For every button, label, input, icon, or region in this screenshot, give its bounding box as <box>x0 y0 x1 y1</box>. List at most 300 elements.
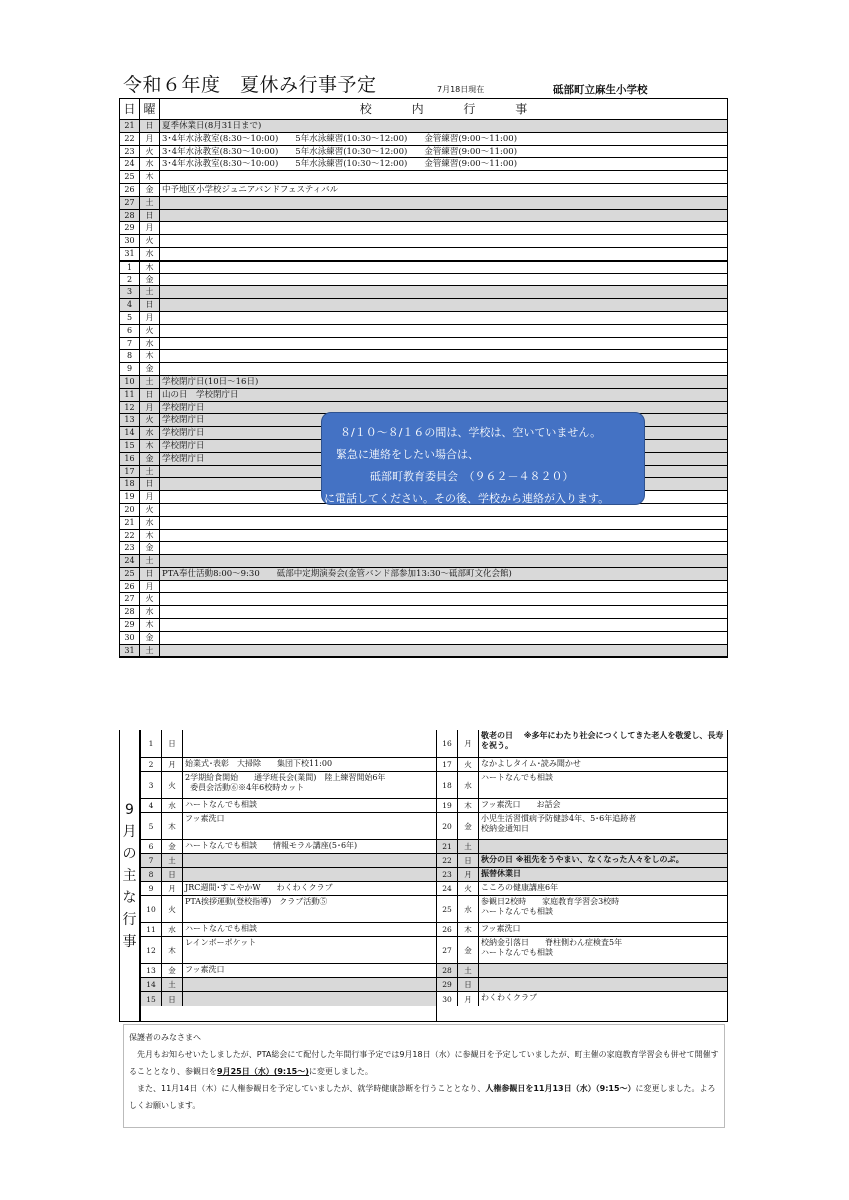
table-row <box>120 197 727 210</box>
day-cell: 20 <box>437 813 458 839</box>
weekday-cell: 水 <box>458 896 479 922</box>
event-cell: 振替休業日 <box>481 869 521 878</box>
event-cell: ハートなんでも相談 <box>185 924 257 933</box>
event-cell <box>160 555 727 567</box>
day-cell: 27 <box>437 937 458 963</box>
weekday-cell: 火 <box>140 504 160 516</box>
weekday-cell: 金 <box>140 274 160 286</box>
table-row <box>141 992 436 1006</box>
memo-paragraph-2 <box>129 1080 719 1114</box>
weekday-cell: 日 <box>458 978 479 991</box>
weekday-cell: 金 <box>140 363 160 375</box>
weekday-cell: 月 <box>162 758 183 771</box>
day-cell: 29 <box>120 619 140 631</box>
memo-text: 先月もお知らせいたしましたが、PTA総会にて配付した年間行事予定では9月18日（水）に参観日を予定していましたが、町主催の家庭教育学習会も併せて開催することとなり、参観日を <box>129 1050 719 1076</box>
september-label-char: の <box>122 845 137 862</box>
day-cell: 13 <box>141 964 162 977</box>
event-cell: レインボーポケット <box>185 938 257 947</box>
table-row <box>120 530 727 543</box>
day-cell: 21 <box>120 517 140 529</box>
event-cell: 学校閉庁日 <box>162 402 205 413</box>
day-cell: 11 <box>120 389 140 401</box>
event-cell: 山の日 学校閉庁日 <box>162 389 239 400</box>
memo-text: に変更しました。よろしくお願いします。 <box>129 1084 716 1110</box>
day-cell: 26 <box>120 184 140 196</box>
table-row <box>437 813 727 840</box>
page-title: 令和６年度 夏休み行事予定 <box>123 74 377 96</box>
weekday-cell: 火 <box>162 772 183 798</box>
weekday-cell: 木 <box>458 799 479 812</box>
day-cell: 14 <box>120 427 140 439</box>
day-cell: 21 <box>437 840 458 853</box>
event-cell <box>160 312 727 324</box>
day-cell: 1 <box>141 730 162 757</box>
table-row <box>141 964 436 978</box>
weekday-cell: 火 <box>458 758 479 771</box>
table-row <box>141 813 436 840</box>
event-cell <box>160 222 727 234</box>
weekday-cell: 水 <box>140 158 160 170</box>
weekday-cell: 月 <box>458 992 479 1006</box>
day-cell: 5 <box>141 813 162 839</box>
header-char: 校 <box>359 102 372 116</box>
weekday-cell: 金 <box>162 964 183 977</box>
weekday-cell: 木 <box>140 350 160 362</box>
table-row <box>437 772 727 799</box>
day-cell: 31 <box>120 645 140 657</box>
weekday-cell: 日 <box>140 120 160 132</box>
weekday-cell: 月 <box>140 133 160 145</box>
day-cell: 30 <box>437 992 458 1006</box>
weekday-cell: 月 <box>140 402 160 414</box>
table-row <box>120 581 727 594</box>
weekday-cell: 土 <box>140 286 160 298</box>
weekday-cell: 月 <box>140 222 160 234</box>
day-cell: 28 <box>120 210 140 222</box>
event-cell <box>160 581 727 593</box>
weekday-cell: 火 <box>162 896 183 922</box>
day-cell: 25 <box>120 171 140 183</box>
event-cell <box>160 606 727 618</box>
table-row <box>437 840 727 854</box>
day-cell: 7 <box>120 338 140 350</box>
event-cell: わくわくクラブ <box>481 993 537 1002</box>
weekday-cell: 金 <box>140 632 160 644</box>
weekday-cell: 木 <box>140 440 160 452</box>
weekday-cell: 土 <box>140 555 160 567</box>
event-cell: JRC週間･すこやかW わくわくクラブ <box>185 883 333 892</box>
day-cell: 17 <box>120 466 140 478</box>
weekday-cell: 水 <box>140 248 160 260</box>
september-right-column <box>437 730 727 1021</box>
table-row <box>141 937 436 964</box>
parent-memo <box>123 1024 725 1128</box>
weekday-cell: 火 <box>140 146 160 158</box>
day-rows <box>120 120 727 657</box>
day-cell: 8 <box>120 350 140 362</box>
table-row <box>120 248 727 261</box>
event-cell: 3･4年水泳教室(8:30～10:00) 5年水泳練習(10:30～12:00) 金管練習(9:00～11:00) <box>162 159 518 170</box>
event-cell: 小児生活習慣病予防健診4年、5･6年追跡者 校納金通知日 <box>481 814 637 833</box>
header-day: 日 <box>120 99 140 119</box>
september-events <box>119 730 728 1022</box>
event-cell: PTA挨拶運動(登校指導) クラブ活動⑤ <box>185 897 328 906</box>
day-cell: 1 <box>120 262 140 273</box>
header-events <box>160 99 727 119</box>
weekday-cell: 日 <box>458 854 479 867</box>
event-cell: フッ素洗口 <box>185 965 225 974</box>
day-cell: 5 <box>120 312 140 324</box>
notice-line: 緊急に連絡をしたい場合は、 <box>336 448 479 461</box>
september-label-char: 主 <box>122 867 137 884</box>
weekday-cell: 木 <box>140 171 160 183</box>
weekday-cell: 月 <box>458 868 479 881</box>
day-cell: 30 <box>120 632 140 644</box>
table-row <box>120 286 727 299</box>
day-cell: 9 <box>141 882 162 895</box>
day-cell: 27 <box>120 197 140 209</box>
table-row <box>120 133 727 146</box>
day-cell: 10 <box>141 896 162 922</box>
event-cell <box>160 171 727 183</box>
table-row <box>141 978 436 992</box>
weekday-cell: 火 <box>140 414 160 426</box>
weekday-cell: 土 <box>458 840 479 853</box>
weekday-cell: 土 <box>458 964 479 977</box>
header-char: 行 <box>463 102 476 116</box>
weekday-cell: 日 <box>140 299 160 311</box>
event-cell <box>183 978 436 991</box>
table-row <box>120 568 727 581</box>
table-row <box>437 978 727 992</box>
day-cell: 26 <box>120 581 140 593</box>
event-cell: 3･4年水泳教室(8:30～10:00) 5年水泳練習(10:30～12:00) 金管練習(9:00～11:00) <box>162 146 518 157</box>
notice-line: に電話してください。その後、学校から連絡が入ります。 <box>324 492 610 505</box>
event-cell <box>160 363 727 375</box>
header-char: 内 <box>411 102 424 116</box>
day-cell: 23 <box>120 146 140 158</box>
weekday-cell: 日 <box>162 730 183 757</box>
day-cell: 20 <box>120 504 140 516</box>
event-cell: ハートなんでも相談 <box>481 773 553 782</box>
weekday-cell: 月 <box>140 491 160 503</box>
event-cell <box>160 248 727 260</box>
table-row <box>120 350 727 363</box>
weekday-cell: 土 <box>162 854 183 867</box>
day-cell: 17 <box>437 758 458 771</box>
weekday-cell: 金 <box>458 937 479 963</box>
day-cell: 16 <box>120 453 140 465</box>
event-cell <box>160 593 727 605</box>
event-cell: 中予地区小学校ジュニアバンドフェスティバル <box>162 184 339 195</box>
weekday-cell: 日 <box>162 868 183 881</box>
weekday-cell: 金 <box>162 840 183 853</box>
memo-greeting: 保護者のみなさまへ <box>129 1033 201 1042</box>
day-cell: 23 <box>120 542 140 554</box>
day-cell: 16 <box>437 730 458 757</box>
table-row <box>141 799 436 813</box>
event-cell <box>479 840 727 853</box>
weekday-cell: 火 <box>458 882 479 895</box>
day-cell: 21 <box>120 120 140 132</box>
day-cell: 23 <box>437 868 458 881</box>
weekday-cell: 日 <box>140 389 160 401</box>
day-cell: 3 <box>120 286 140 298</box>
weekday-cell: 金 <box>140 184 160 196</box>
event-cell <box>160 299 727 311</box>
weekday-cell: 木 <box>140 619 160 631</box>
table-row <box>120 555 727 568</box>
table-row <box>437 868 727 882</box>
day-cell: 29 <box>437 978 458 991</box>
day-cell: 28 <box>120 606 140 618</box>
day-cell: 27 <box>120 593 140 605</box>
table-row <box>141 758 436 772</box>
weekday-cell: 日 <box>140 210 160 222</box>
weekday-cell: 月 <box>140 312 160 324</box>
day-cell: 8 <box>141 868 162 881</box>
day-cell: 19 <box>437 799 458 812</box>
event-cell: 始業式･表彰 大掃除 集団下校11:00 <box>185 759 333 768</box>
table-row <box>120 184 727 197</box>
event-cell <box>160 274 727 286</box>
event-cell: ハートなんでも相談 情報モラル講座(5･6年) <box>185 841 358 850</box>
table-row <box>141 772 436 799</box>
notice-line: ８/１０～８/１６の間は、学校は、空いていません。 <box>340 426 602 439</box>
day-cell: 18 <box>120 478 140 490</box>
day-cell: 18 <box>437 772 458 798</box>
event-cell <box>160 325 727 337</box>
table-row <box>120 235 727 248</box>
event-cell <box>160 542 727 554</box>
table-row <box>120 606 727 619</box>
table-row <box>141 896 436 923</box>
day-cell: 28 <box>437 964 458 977</box>
event-cell: 夏季休業日(8月31日まで) <box>162 121 262 131</box>
table-row <box>120 338 727 351</box>
event-cell <box>160 262 727 273</box>
table-row <box>437 992 727 1006</box>
event-cell <box>160 210 727 222</box>
event-cell: 3･4年水泳教室(8:30～10:00) 5年水泳練習(10:30～12:00) 金管練習(9:00～11:00) <box>162 133 518 144</box>
weekday-cell: 土 <box>140 376 160 388</box>
day-cell: 19 <box>120 491 140 503</box>
table-row <box>437 896 727 923</box>
table-row <box>437 923 727 937</box>
event-cell <box>160 619 727 631</box>
school-name: 砥部町立麻生小学校 <box>553 84 648 96</box>
day-cell: 15 <box>120 440 140 452</box>
table-row <box>120 325 727 338</box>
day-cell: 12 <box>141 937 162 963</box>
header-weekday: 曜 <box>140 99 160 119</box>
event-cell <box>160 197 727 209</box>
day-cell: 4 <box>120 299 140 311</box>
day-cell: 25 <box>120 568 140 580</box>
day-cell: 22 <box>120 530 140 542</box>
weekday-cell: 木 <box>458 923 479 936</box>
event-cell <box>183 730 436 757</box>
event-cell <box>160 235 727 247</box>
table-row <box>120 261 727 274</box>
day-cell: 26 <box>437 923 458 936</box>
weekday-cell: 火 <box>140 235 160 247</box>
event-cell <box>160 286 727 298</box>
memo-text: また、11月14日（木）に人権参観日を予定していましたが、就学時健康診断を行うこととなり、 <box>129 1084 486 1093</box>
event-cell <box>160 338 727 350</box>
event-cell: 学校閉庁日(10日～16日) <box>162 376 259 387</box>
memo-paragraph-1 <box>129 1046 719 1080</box>
table-row <box>141 923 436 937</box>
weekday-cell: 水 <box>458 772 479 798</box>
september-label-char: 月 <box>122 823 137 840</box>
table-row <box>437 964 727 978</box>
table-row <box>120 299 727 312</box>
day-cell: 7 <box>141 854 162 867</box>
table-row <box>120 158 727 171</box>
table-row <box>120 542 727 555</box>
day-cell: 6 <box>141 840 162 853</box>
september-label <box>120 730 140 1021</box>
table-row <box>120 517 727 530</box>
weekday-cell: 木 <box>162 937 183 963</box>
table-row <box>141 882 436 896</box>
weekday-cell: 木 <box>162 813 183 839</box>
weekday-cell: 金 <box>140 453 160 465</box>
event-cell <box>183 992 436 1006</box>
memo-text: に変更しました。 <box>308 1067 373 1076</box>
summer-schedule-table <box>119 98 728 658</box>
september-label-char: 9 <box>125 801 134 818</box>
table-row <box>120 222 727 235</box>
table-header <box>120 99 727 120</box>
september-label-char: 事 <box>122 933 137 950</box>
event-cell <box>183 868 436 881</box>
day-cell: 22 <box>437 854 458 867</box>
table-row <box>437 730 727 758</box>
table-row <box>120 363 727 376</box>
event-cell: 2学期給食開始 通学班長会(業間) 陸上練習開始6年 委員会活動⑥※4年6校時カット <box>185 773 386 792</box>
table-row <box>120 619 727 632</box>
table-row <box>120 210 727 223</box>
table-row <box>120 171 727 184</box>
weekday-cell: 水 <box>140 427 160 439</box>
event-cell <box>160 350 727 362</box>
table-row <box>120 389 727 402</box>
table-row <box>141 730 436 758</box>
event-cell <box>160 530 727 542</box>
table-row <box>141 840 436 854</box>
table-row <box>437 758 727 772</box>
event-cell: 参観日2校時 家庭教育学習会3校時 ハートなんでも相談 <box>481 897 620 916</box>
september-label-char: な <box>122 889 137 906</box>
weekday-cell: 日 <box>140 568 160 580</box>
table-row <box>120 120 727 133</box>
event-cell: フッ素洗口 <box>185 814 225 823</box>
memo-emphasis: 人権参観日を11月13日（水）（9:15～） <box>485 1084 636 1093</box>
day-cell: 22 <box>120 133 140 145</box>
weekday-cell: 月 <box>162 882 183 895</box>
table-row <box>120 274 727 287</box>
event-cell <box>160 632 727 644</box>
event-cell: フッ素洗口 <box>481 924 521 933</box>
event-cell: PTA奉仕活動8:00～9:30 砥部中定期演奏会(金管バンド部参加13:30～砥部町文化会館) <box>162 568 512 579</box>
day-cell: 6 <box>120 325 140 337</box>
table-row <box>437 882 727 896</box>
table-row <box>120 593 727 606</box>
event-cell: 敬老の日 ※多年にわたり社会につくしてきた老人を敬愛し、長寿を祝う。 <box>481 731 724 750</box>
event-cell: 学校閉庁日 <box>162 428 205 439</box>
day-cell: 24 <box>120 158 140 170</box>
day-cell: 14 <box>141 978 162 991</box>
day-cell: 24 <box>437 882 458 895</box>
weekday-cell: 火 <box>140 325 160 337</box>
table-row <box>120 632 727 645</box>
event-cell <box>183 854 436 867</box>
weekday-cell: 木 <box>140 262 160 273</box>
table-row <box>120 312 727 325</box>
day-cell: 2 <box>141 758 162 771</box>
weekday-cell: 土 <box>140 197 160 209</box>
day-cell: 3 <box>141 772 162 798</box>
event-cell: 秋分の日 ※祖先をうやまい、なくなった人々をしのぶ。 <box>481 855 684 864</box>
table-row <box>437 854 727 868</box>
day-cell: 24 <box>120 555 140 567</box>
day-cell: 15 <box>141 992 162 1006</box>
event-cell: 学校閉庁日 <box>162 440 205 451</box>
weekday-cell: 土 <box>162 978 183 991</box>
table-row <box>141 854 436 868</box>
day-cell: 30 <box>120 235 140 247</box>
september-left-column <box>140 730 437 1021</box>
memo-emphasis: 9月25日（水）(9:15～) <box>217 1067 309 1076</box>
event-cell: 学校閉庁日 <box>162 415 205 426</box>
day-cell: 11 <box>141 923 162 936</box>
weekday-cell: 日 <box>140 478 160 490</box>
event-cell: なかよしタイム･読み聞かせ <box>481 759 581 768</box>
notice-line: 砥部町教育委員会 （９６２－４８２０） <box>370 470 574 483</box>
event-cell: 校納金引落日 脊柱側わん症検査5年 ハートなんでも相談 <box>481 938 623 957</box>
weekday-cell: 金 <box>458 813 479 839</box>
weekday-cell: 水 <box>140 606 160 618</box>
table-row <box>437 937 727 964</box>
day-cell: 12 <box>120 402 140 414</box>
day-cell: 4 <box>141 799 162 812</box>
weekday-cell: 水 <box>140 338 160 350</box>
table-row <box>437 799 727 813</box>
weekday-cell: 土 <box>140 466 160 478</box>
event-cell: フッ素洗口 お話会 <box>481 800 561 809</box>
event-cell <box>479 964 727 977</box>
table-row <box>120 376 727 389</box>
day-cell: 31 <box>120 248 140 260</box>
day-cell: 9 <box>120 363 140 375</box>
day-cell: 10 <box>120 376 140 388</box>
weekday-cell: 水 <box>162 923 183 936</box>
day-cell: 25 <box>437 896 458 922</box>
header-char: 事 <box>515 102 528 116</box>
event-cell: ハートなんでも相談 <box>185 800 257 809</box>
event-cell: 学校閉庁日 <box>162 453 205 464</box>
table-row <box>141 868 436 882</box>
day-cell: 2 <box>120 274 140 286</box>
weekday-cell: 木 <box>140 530 160 542</box>
weekday-cell: 月 <box>140 581 160 593</box>
event-cell <box>160 517 727 529</box>
table-row <box>120 645 727 658</box>
weekday-cell: 水 <box>162 799 183 812</box>
event-cell: こころの健康講座6年 <box>481 883 559 892</box>
